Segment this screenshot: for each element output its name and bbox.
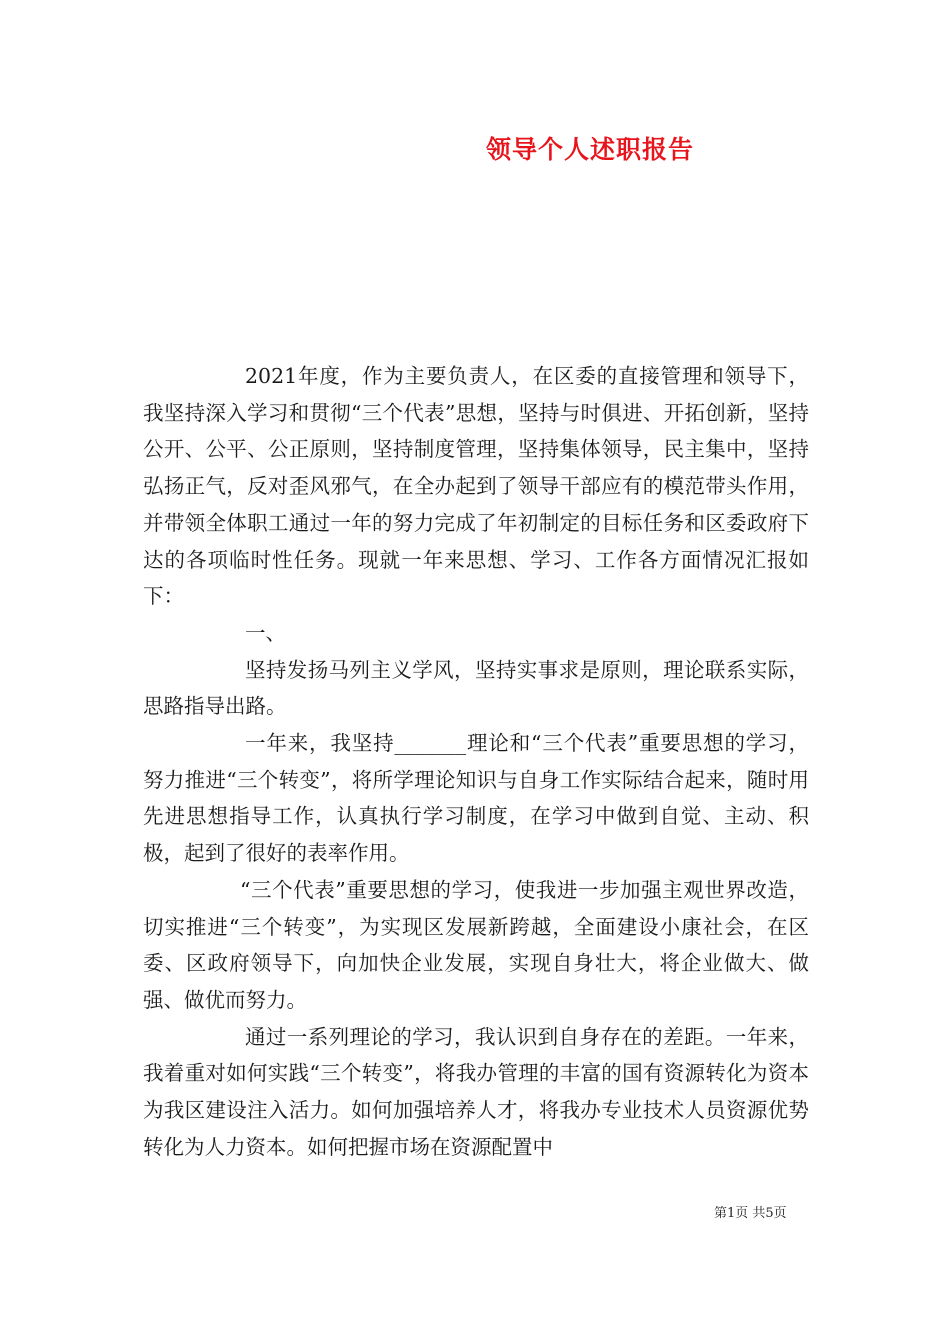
paragraph-gap: 通过一系列理论的学习，我认识到自身存在的差距。一年来，我着重对如何实践“三个转变”，将我办管理的丰富的国有资源转化为资本为我区建设注入活力。如何加强培养人才，将我办专业技术人员资源优势转化为人力资本。如何把握市场在资源配置中 [143,1024,809,1159]
document-body [143,358,809,1165]
document-title: 领导个人述职报告 [485,135,694,164]
paragraph-study: 一年来，我坚持_______理论和“三个代表”重要思想的学习，努力推进“三个转变”，将所学理论知识与自身工作实际结合起来，随时用先进思想指导工作，认真执行学习制度，在学习中做到自觉、主动、积极，起到了很好的表率作用。 [143,731,809,866]
paragraph-principle: 坚持发扬马列主义学风，坚持实事求是原则，理论联系实际，思路指导出路。 [143,657,809,719]
paragraph-three-represents: “三个代表”重要思想的学习，使我进一步加强主观世界改造，切实推进“三个转变”，为实现区发展新跨越，全面建设小康社会，在区委、区政府领导下，向加快企业发展，实现自身壮大，将企业做大、做强、做优而努力。 [143,877,809,1012]
section-heading-one: 一、 [245,620,286,645]
page-number: 第1页 共5页 [714,1206,787,1221]
paragraph-intro: 2021年度，作为主要负责人，在区委的直接管理和领导下，我坚持深入学习和贯彻“三个代表”思想，坚持与时俱进、开拓创新，坚持公开、公平、公正原则，坚持制度管理，坚持集体领导，民主集中，坚持弘扬正气，反对歪风邪气，在全办起到了领导干部应有的模范带头作用，并带领全体职工通过一年的努力完成了年初制定的目标任务和区委政府下达的各项临时性任务。现就一年来思想、学习、工作各方面情况汇报如下： [143,364,809,609]
